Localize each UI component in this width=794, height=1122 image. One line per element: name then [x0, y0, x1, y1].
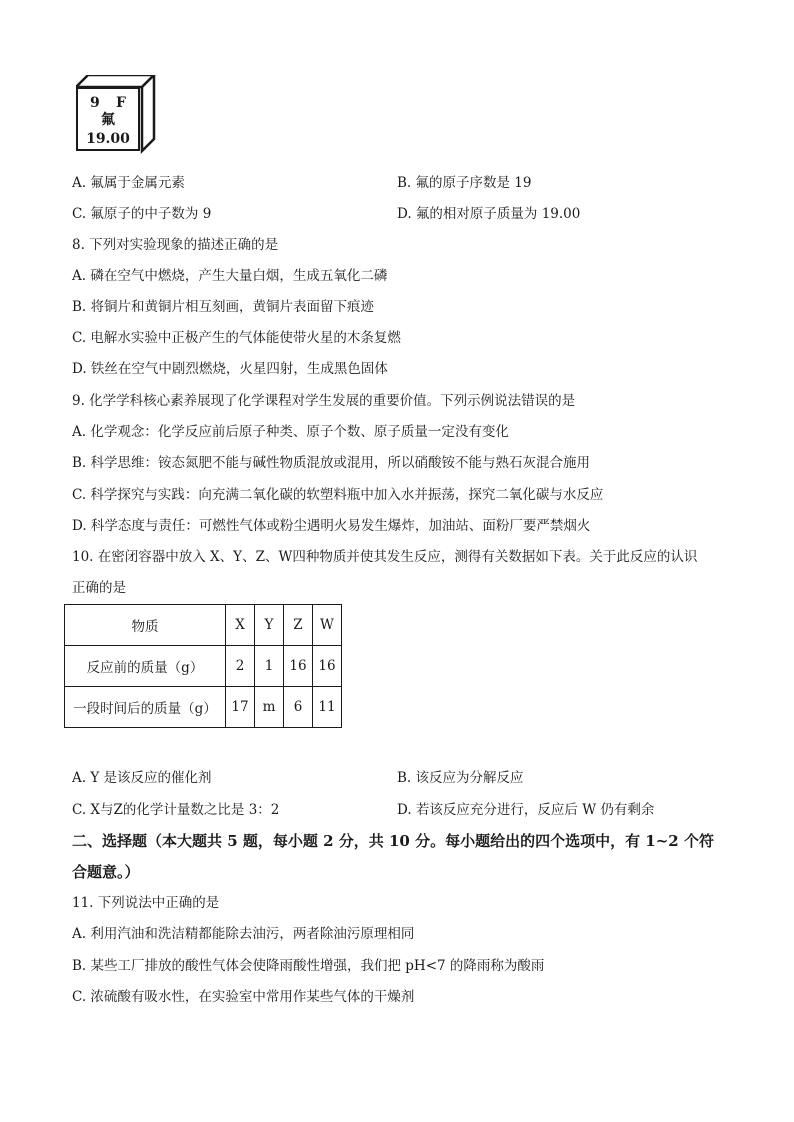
- q10-stem-line2: 正确的是: [72, 580, 126, 596]
- table-cell: 11: [313, 687, 342, 728]
- q9-option-a: A. 化学观念：化学反应前后原子种类、原子个数、原子质量一定没有变化: [72, 424, 509, 440]
- q11-option-b: B. 某些工厂排放的酸性气体会使降雨酸性增强，我们把 pH<7 的降雨称为酸雨: [72, 958, 545, 974]
- table-header-cell: Z: [284, 605, 313, 646]
- element-card: [76, 75, 160, 155]
- table-cell: 6: [284, 687, 313, 728]
- table-header-cell: 物质: [65, 605, 226, 646]
- q9-stem: 9. 化学学科核心素养展现了化学课程对学生发展的重要价值。下列示例说法错误的是: [72, 393, 576, 409]
- table-cell: 1: [255, 646, 284, 687]
- table-header-cell: W: [313, 605, 342, 646]
- table-header-cell: X: [226, 605, 255, 646]
- q11-option-c: C. 浓硫酸有吸水性，在实验室中常用作某些气体的干燥剂: [72, 989, 415, 1005]
- table-row: [65, 687, 342, 728]
- q7-option-c: C. 氟原子的中子数为 9: [72, 206, 212, 222]
- q10-stem-line1: 10. 在密闭容器中放入 X、Y、Z、W四种物质并使其发生反应，测得有关数据如下表。关于此反应的认识: [72, 549, 698, 565]
- q8-option-d: D. 铁丝在空气中剧烈燃烧，火星四射，生成黑色固体: [72, 361, 388, 377]
- atomic-mass: 19.00: [86, 131, 130, 147]
- q8-option-c: C. 电解水实验中正极产生的气体能使带火星的木条复燃: [72, 330, 401, 346]
- q7-option-d: D. 氟的相对原子质量为 19.00: [397, 206, 581, 222]
- table-cell: m: [255, 687, 284, 728]
- q8-option-a: A. 磷在空气中燃烧，产生大量白烟，生成五氧化二磷: [72, 268, 388, 284]
- q9-option-c: C. 科学探究与实践：向充满二氧化碳的软塑料瓶中加入水并振荡，探究二氧化碳与水反应: [72, 487, 604, 503]
- table-cell: 2: [226, 646, 255, 687]
- element-card-face: [76, 87, 140, 151]
- q9-option-b: B. 科学思维：铵态氮肥不能与碱性物质混放或混用，所以硝酸铵不能与熟石灰混合施用: [72, 455, 591, 471]
- q10-option-b: B. 该反应为分解反应: [397, 770, 524, 786]
- table-header-row: [65, 605, 342, 646]
- section2-heading-line1: 二、选择题（本大题共 5 题，每小题 2 分，共 10 分。每小题给出的四个选项中，有 1~2 个符: [72, 832, 714, 850]
- q8-stem: 8. 下列对实验现象的描述正确的是: [72, 237, 279, 253]
- q10-option-c: C. X与Z的化学计量数之比是 3：2: [72, 802, 280, 818]
- table-cell: 17: [226, 687, 255, 728]
- q10-option-d: D. 若该反应充分进行，反应后 W 仍有剩余: [397, 802, 655, 818]
- table-header-cell: Y: [255, 605, 284, 646]
- table-row: [65, 646, 342, 687]
- element-symbol: F: [116, 95, 126, 111]
- section2-heading-line2: 合题意。）: [72, 863, 140, 881]
- table-cell: 16: [313, 646, 342, 687]
- q11-option-a: A. 利用汽油和洗洁精都能除去油污，两者除油污原理相同: [72, 926, 415, 942]
- table-cell: 一段时间后的质量（g）: [65, 687, 226, 728]
- table-cell: 反应前的质量（g）: [65, 646, 226, 687]
- q10-option-a: A. Y 是该反应的催化剂: [72, 770, 212, 786]
- q9-option-d: D. 科学态度与责任：可燃性气体或粉尘遇明火易发生爆炸，加油站、面粉厂要严禁烟火: [72, 518, 591, 534]
- table-cell: 16: [284, 646, 313, 687]
- q7-option-b: B. 氟的原子序数是 19: [397, 175, 532, 191]
- q10-data-table: [64, 604, 342, 728]
- q7-option-a: A. 氟属于金属元素: [72, 175, 185, 191]
- q8-option-b: B. 将铜片和黄铜片相互刻画，黄铜片表面留下痕迹: [72, 299, 375, 315]
- q11-stem: 11. 下列说法中正确的是: [72, 895, 220, 911]
- element-name: 氟: [101, 112, 115, 128]
- atomic-number: 9: [90, 95, 100, 111]
